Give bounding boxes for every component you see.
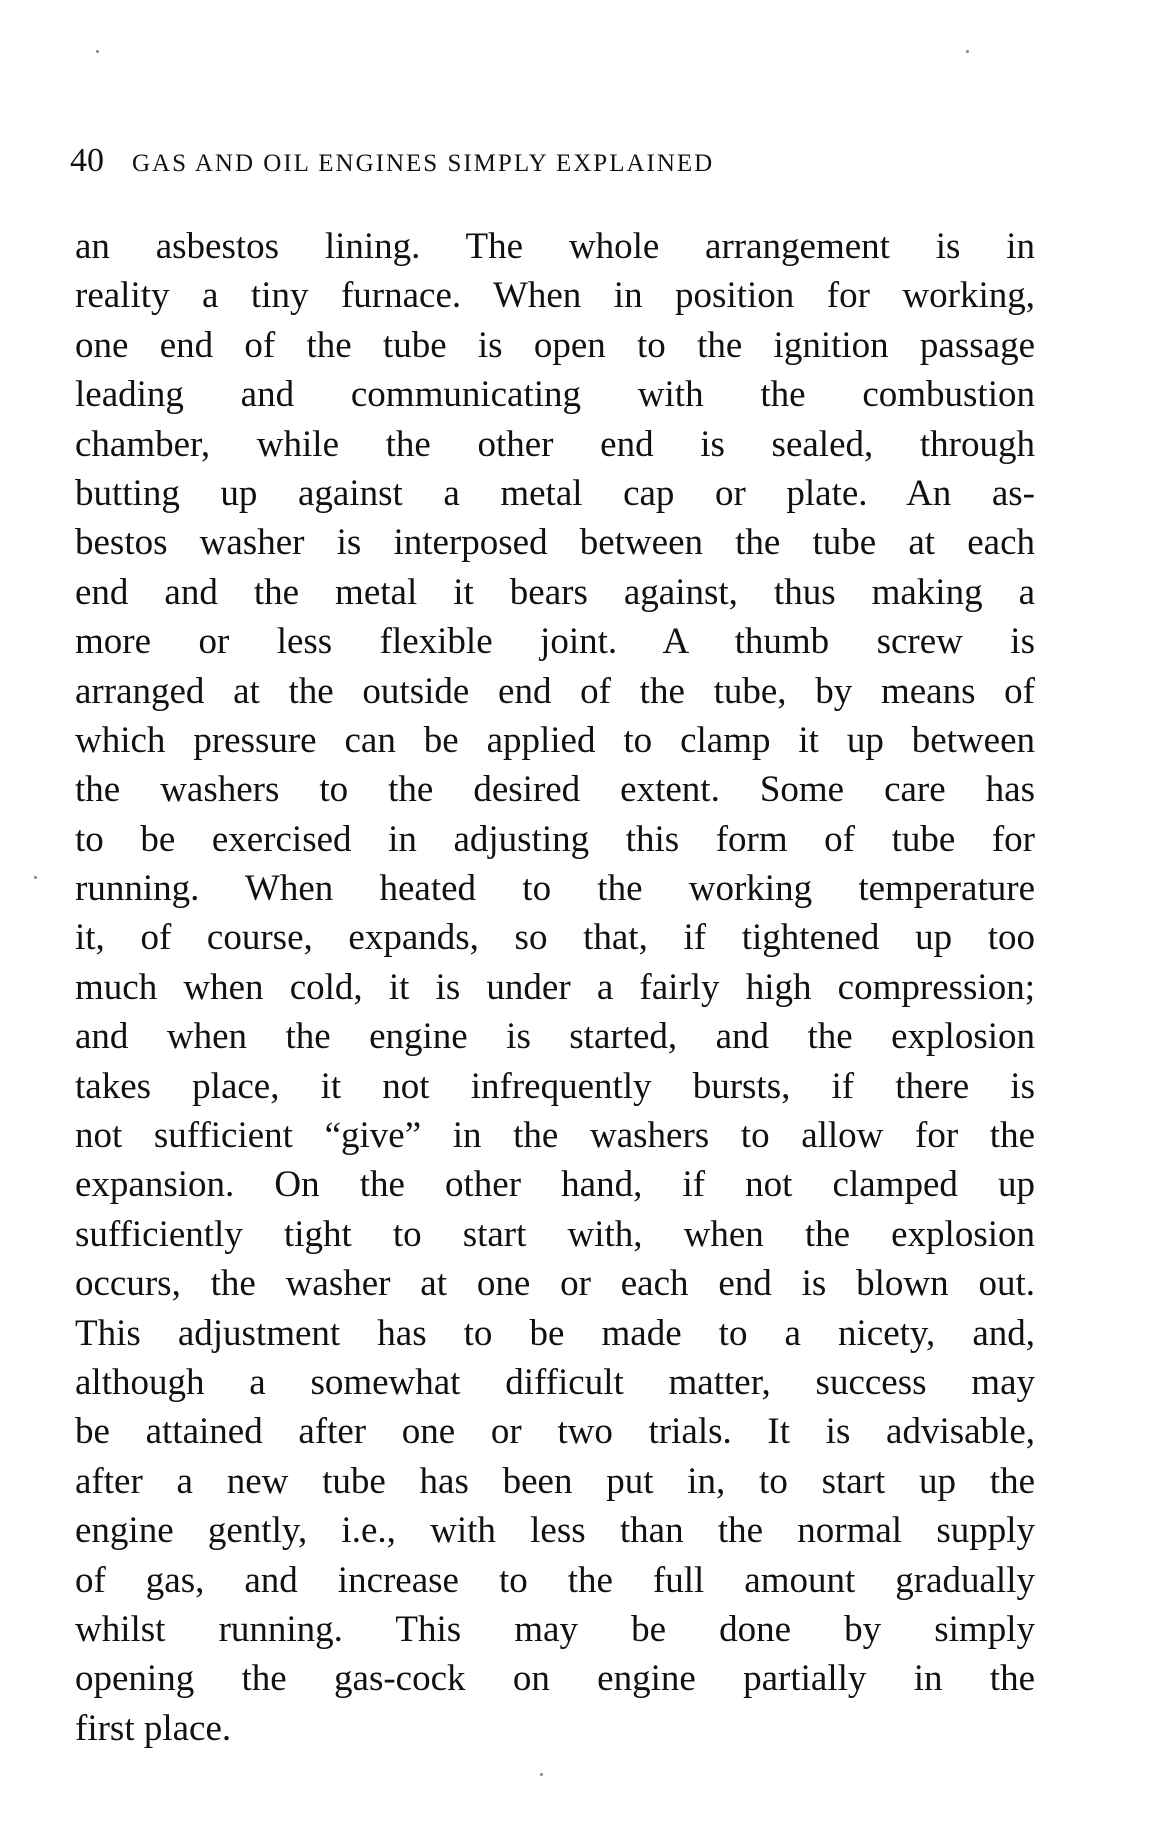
text-line: of gas, and increase to the full amount gradually	[75, 1559, 1035, 1601]
body-text	[75, 222, 1035, 1753]
text-line: takes place, it not infrequently bursts, if there is	[75, 1065, 1035, 1107]
running-head	[70, 142, 1030, 182]
text-line: running. When heated to the working temperature	[75, 868, 1035, 910]
text-line: bestos washer is interposed between the tube at each	[75, 522, 1035, 564]
paper-speck	[540, 1773, 543, 1776]
text-line: to be exercised in adjusting this form of tube for	[75, 818, 1035, 860]
text-line: be attained after one or two trials. It is advisable,	[75, 1411, 1035, 1453]
text-line: after a new tube has been put in, to start up the	[75, 1460, 1035, 1502]
text-line: butting up against a metal cap or plate. An as-	[75, 472, 1035, 514]
text-line: end and the metal it bears against, thus making a	[75, 571, 1035, 613]
text-line: which pressure can be applied to clamp it up between	[75, 719, 1035, 761]
text-line: the washers to the desired extent. Some care has	[75, 769, 1035, 811]
text-line: sufficiently tight to start with, when the explosion	[75, 1213, 1035, 1255]
running-title: GAS AND OIL ENGINES SIMPLY EXPLAINED	[132, 150, 715, 177]
text-line: it, of course, expands, so that, if tightened up too	[75, 917, 1035, 959]
text-line: expansion. On the other hand, if not clamped up	[75, 1164, 1035, 1206]
text-line: much when cold, it is under a fairly high compression;	[75, 966, 1035, 1008]
page-number: 40	[70, 142, 104, 179]
text-line: an asbestos lining. The whole arrangement is in	[75, 226, 1035, 267]
text-line: and when the engine is started, and the explosion	[75, 1016, 1035, 1058]
text-line: arranged at the outside end of the tube, by means of	[75, 670, 1035, 712]
text-line: This adjustment has to be made to a nicety, and,	[75, 1312, 1035, 1354]
paper-speck	[34, 876, 37, 879]
text-line: more or less flexible joint. A thumb screw is	[75, 621, 1035, 663]
text-line: leading and communicating with the combustion	[75, 374, 1035, 416]
text-line: although a somewhat difficult matter, success may	[75, 1361, 1035, 1403]
text-line: first place.	[75, 1707, 232, 1749]
text-line: not sufficient “give” in the washers to allow for the	[75, 1115, 1035, 1157]
paper-speck	[966, 50, 969, 53]
text-line: engine gently, i.e., with less than the normal supply	[75, 1510, 1035, 1552]
text-line: one end of the tube is open to the ignition passage	[75, 324, 1035, 366]
text-line: opening the gas-cock on engine partially in the	[75, 1658, 1035, 1700]
paper-speck	[96, 50, 99, 53]
text-line: chamber, while the other end is sealed, through	[75, 423, 1035, 465]
text-line: whilst running. This may be done by simply	[75, 1608, 1035, 1650]
text-line: occurs, the washer at one or each end is blown out.	[75, 1263, 1035, 1305]
text-line: reality a tiny furnace. When in position for working,	[75, 275, 1035, 317]
